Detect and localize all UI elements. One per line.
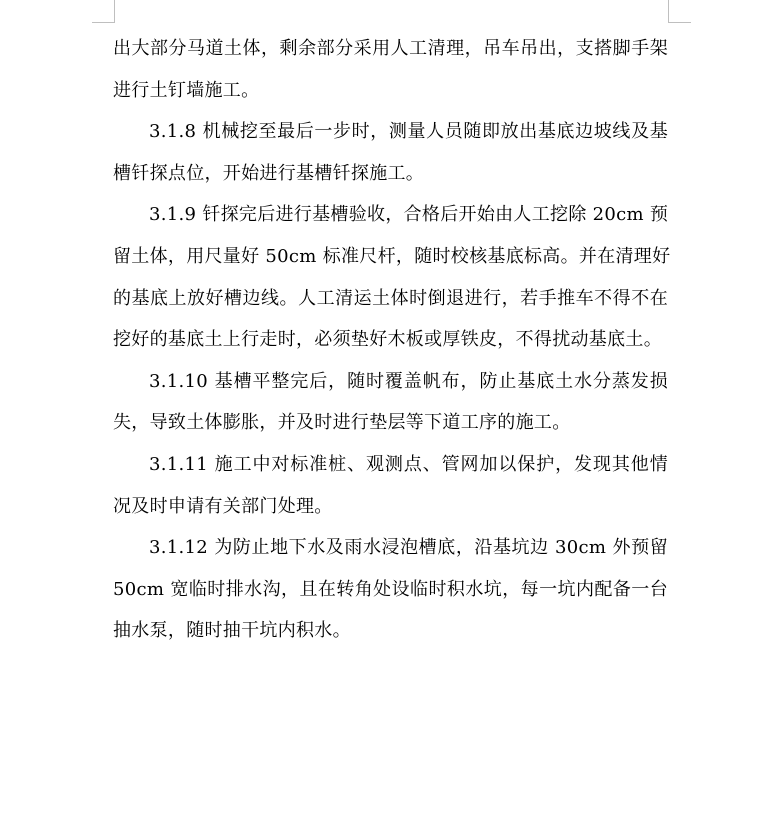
text-line: 槽钎探点位，开始进行基槽钎探施工。 [113, 162, 425, 184]
paragraph-3-1-11-line: 3.1.11 施工中对标准桩、观测点、管网加以保护，发现其他情 [149, 453, 668, 475]
paragraph-3-1-9-line: 3.1.9 钎探完后进行基槽验收，合格后开始由人工挖除 20cm 预 [149, 204, 669, 226]
text-line: 失，导致土体膨胀，并及时进行垫层等下道工序的施工。 [113, 412, 571, 434]
document-body [113, 28, 671, 652]
page-corner-mark-left [92, 0, 115, 23]
text-line: 的基底上放好槽边线。人工清运土体时倒退进行，若手推车不得不在 [113, 287, 668, 309]
paragraph-3-1-8-line: 3.1.8 机械挖至最后一步时，测量人员随即放出基底边坡线及基 [149, 121, 668, 143]
text-line: 抽水泵，随时抽干坑内积水。 [113, 620, 351, 642]
paragraph-3-1-10-line: 3.1.10 基槽平整完后，随时覆盖帆布，防止基底土水分蒸发损 [149, 370, 668, 392]
text-line: 50cm 宽临时排水沟，且在转角处设临时积水坑，每一坑内配备一台 [113, 578, 668, 600]
page-corner-mark-right [668, 0, 691, 23]
paragraph-3-1-12-line: 3.1.12 为防止地下水及雨水浸泡槽底，沿基坑边 30cm 外预留 [149, 537, 668, 559]
text-line: 况及时申请有关部门处理。 [113, 495, 333, 517]
text-line: 留土体，用尺量好 50cm 标准尺杆，随时校核基底标高。并在清理好 [113, 245, 671, 267]
text-line: 进行土钉墙施工。 [113, 79, 260, 101]
text-line: 出大部分马道土体，剩余部分采用人工清理，吊车吊出，支搭脚手架 [113, 38, 668, 59]
text-line: 挖好的基底土上行走时，必须垫好木板或厚铁皮，不得扰动基底土。 [113, 329, 662, 351]
